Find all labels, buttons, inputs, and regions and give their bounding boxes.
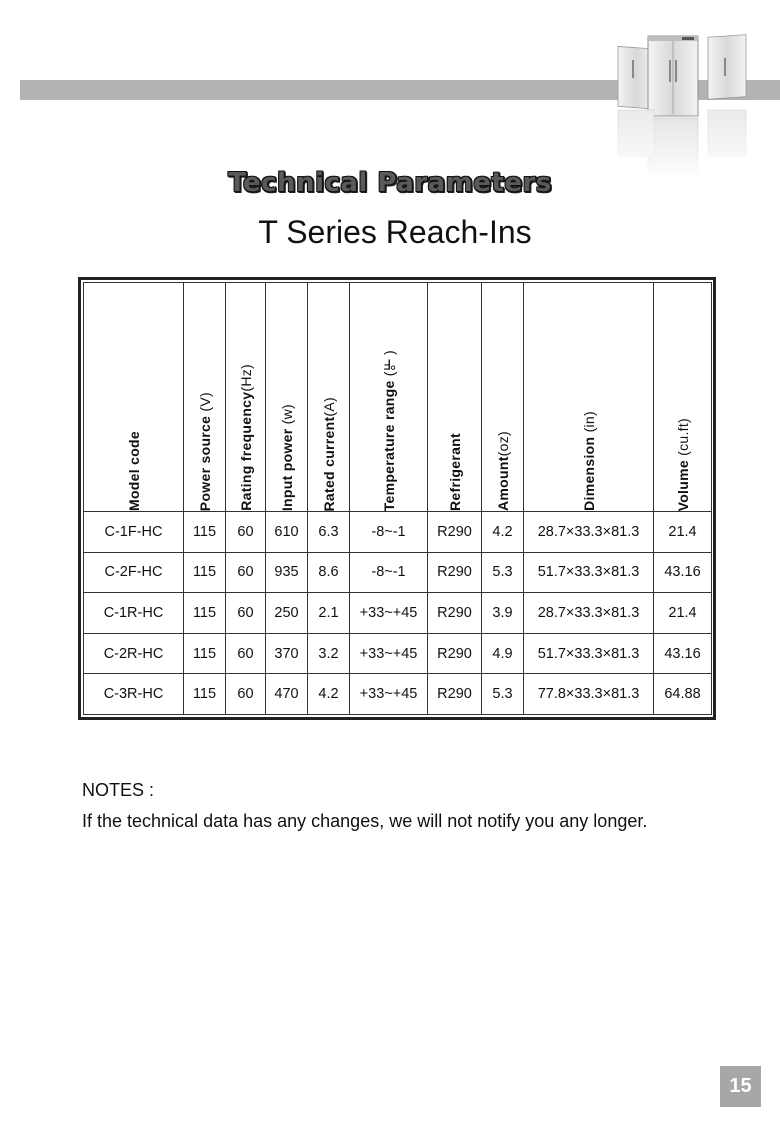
cell-rated-current: 3.2 — [308, 633, 350, 674]
cell-rated-current: 4.2 — [308, 674, 350, 715]
column-header-temperature-range: Temperature range (℉) — [350, 283, 428, 512]
cell-rated-current: 8.6 — [308, 552, 350, 593]
cell-amount: 4.9 — [482, 633, 524, 674]
column-header-amount: Amount(oz) — [482, 283, 524, 512]
cell-temperature-range: +33~+45 — [350, 593, 428, 634]
cell-input-power: 250 — [266, 593, 308, 634]
parameters-table — [83, 282, 712, 715]
cell-model-code: C-3R-HC — [84, 674, 184, 715]
cell-input-power: 470 — [266, 674, 308, 715]
cell-refrigerant: R290 — [428, 552, 482, 593]
cell-temperature-range: +33~+45 — [350, 633, 428, 674]
column-header-input-power: Input power (w) — [266, 283, 308, 512]
notes-text: If the technical data has any changes, we will not notify you any longer. — [82, 811, 648, 831]
cell-model-code: C-1R-HC — [84, 593, 184, 634]
cell-model-code: C-2F-HC — [84, 552, 184, 593]
column-header-power-source: Power source (V) — [184, 283, 226, 512]
cell-rated-current: 6.3 — [308, 512, 350, 553]
column-header-dimension: Dimension (in) — [524, 283, 654, 512]
cell-temperature-range: +33~+45 — [350, 674, 428, 715]
cell-refrigerant: R290 — [428, 633, 482, 674]
table-row — [84, 512, 712, 553]
cell-volume: 21.4 — [654, 593, 712, 634]
cell-power-source: 115 — [184, 633, 226, 674]
cell-dimension: 51.7×33.3×81.3 — [524, 552, 654, 593]
cell-dimension: 28.7×33.3×81.3 — [524, 593, 654, 634]
cell-input-power: 610 — [266, 512, 308, 553]
table-row — [84, 633, 712, 674]
cell-volume: 43.16 — [654, 552, 712, 593]
cell-dimension: 51.7×33.3×81.3 — [524, 633, 654, 674]
table-row — [84, 593, 712, 634]
page-number-badge: 15 — [720, 1066, 761, 1107]
cell-temperature-range: -8~-1 — [350, 552, 428, 593]
cell-power-source: 115 — [184, 674, 226, 715]
cell-rated-current: 2.1 — [308, 593, 350, 634]
cell-input-power: 935 — [266, 552, 308, 593]
table-header-row — [84, 283, 712, 512]
column-header-rating-frequency: Rating frequency(Hz) — [226, 283, 266, 512]
cell-model-code: C-2R-HC — [84, 633, 184, 674]
cell-rating-frequency: 60 — [226, 674, 266, 715]
table-row — [84, 552, 712, 593]
column-header-model-code: Model code — [84, 283, 184, 512]
cell-amount: 4.2 — [482, 512, 524, 553]
refrigerator-illustration — [612, 30, 752, 180]
cell-rating-frequency: 60 — [226, 512, 266, 553]
column-header-volume: Volume (cu.ft) — [654, 283, 712, 512]
cell-rating-frequency: 60 — [226, 593, 266, 634]
cell-input-power: 370 — [266, 633, 308, 674]
cell-dimension: 77.8×33.3×81.3 — [524, 674, 654, 715]
cell-power-source: 115 — [184, 593, 226, 634]
cell-volume: 43.16 — [654, 633, 712, 674]
parameters-table-frame — [78, 277, 716, 720]
cell-refrigerant: R290 — [428, 512, 482, 553]
table-row — [84, 674, 712, 715]
cell-power-source: 115 — [184, 552, 226, 593]
page-heading: Technical Parameters — [228, 168, 552, 198]
cell-rating-frequency: 60 — [226, 552, 266, 593]
series-title: T Series Reach-Ins — [258, 214, 532, 250]
cell-power-source: 115 — [184, 512, 226, 553]
column-header-refrigerant: Refrigerant — [428, 283, 482, 512]
column-header-rated-current: Rated current(A) — [308, 283, 350, 512]
cell-rating-frequency: 60 — [226, 633, 266, 674]
cell-model-code: C-1F-HC — [84, 512, 184, 553]
cell-amount: 5.3 — [482, 552, 524, 593]
cell-refrigerant: R290 — [428, 593, 482, 634]
cell-refrigerant: R290 — [428, 674, 482, 715]
cell-volume: 21.4 — [654, 512, 712, 553]
cell-amount: 3.9 — [482, 593, 524, 634]
cell-volume: 64.88 — [654, 674, 712, 715]
cell-temperature-range: -8~-1 — [350, 512, 428, 553]
cell-amount: 5.3 — [482, 674, 524, 715]
cell-dimension: 28.7×33.3×81.3 — [524, 512, 654, 553]
notes-label: NOTES : — [82, 780, 155, 800]
